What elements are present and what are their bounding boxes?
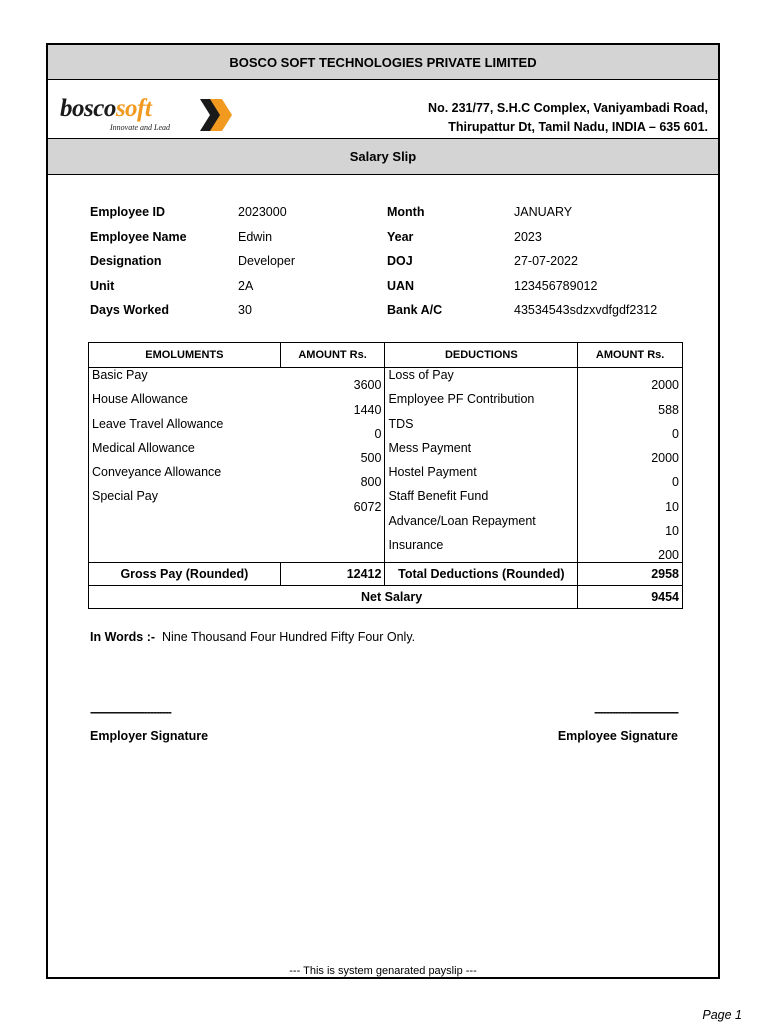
- address-line-2: Thirupattur Dt, Tamil Nadu, INDIA – 635 601.: [448, 120, 708, 134]
- header-emoluments: EMOLUMENTS: [89, 343, 281, 368]
- deduction-amount-cell: 2000: [578, 368, 683, 393]
- gross-pay-value: 12412: [280, 563, 385, 586]
- employee-signature-label: Employee Signature: [557, 729, 678, 743]
- deduction-amount-cell: 0: [578, 417, 683, 441]
- employee-id-row: Employee ID: [90, 205, 166, 219]
- total-deductions-value: 2958: [578, 563, 683, 586]
- emolument-cell: Special Pay: [89, 489, 281, 513]
- salary-rows: [89, 368, 683, 563]
- emolument-cell: Conveyance Allowance: [89, 465, 281, 489]
- emolument-cell: Basic Pay: [89, 368, 281, 393]
- totals-row: [89, 563, 683, 586]
- emolument-amount-cell: [280, 538, 385, 563]
- employer-signature-line: ---------------------------: [90, 705, 171, 719]
- deduction-cell: Staff Benefit Fund: [388, 489, 489, 504]
- emolument-amount-cell: 800: [280, 465, 385, 489]
- header-deductions: DEDUCTIONS: [385, 343, 578, 368]
- emolument-amount-cell: 6072: [280, 489, 385, 513]
- table-row: [89, 538, 683, 563]
- table-row: [89, 368, 683, 393]
- employee-name-value: Edwin: [238, 229, 273, 244]
- deduction-cell: TDS: [388, 416, 414, 431]
- logo-wordmark: boscosoft: [60, 95, 152, 122]
- deduction-amount-cell: 0: [578, 465, 683, 489]
- uan-row: UAN: [387, 278, 415, 293]
- emolument-cell: Leave Travel Allowance: [89, 417, 281, 441]
- table-row: [89, 417, 683, 441]
- amount-in-words: [90, 630, 415, 644]
- emolument-cell: [89, 538, 281, 563]
- deduction-cell: Mess Payment: [388, 440, 472, 455]
- deduction-amount-cell: 10: [578, 514, 683, 538]
- slip-title-band: [48, 138, 718, 175]
- deduction-amount-cell: 200: [578, 538, 683, 563]
- unit-value: 2A: [238, 278, 254, 293]
- table-row: [89, 441, 683, 465]
- year-row: Year: [387, 229, 414, 244]
- address-line-1: No. 231/77, S.H.C Complex, Vaniyambadi Road,: [428, 101, 708, 115]
- emolument-cell: [89, 514, 281, 538]
- table-row: [89, 514, 683, 538]
- deduction-cell: Advance/Loan Repayment: [388, 513, 536, 528]
- table-row: [89, 392, 683, 416]
- system-generated-note: --- This is system genarated payslip ---: [289, 965, 477, 977]
- gross-pay-label: Gross Pay (Rounded): [89, 563, 281, 586]
- table-row: [89, 489, 683, 513]
- days-worked-value: 30: [238, 303, 252, 317]
- designation-row: Designation: [90, 254, 162, 268]
- employee-name-row: Employee Name: [90, 229, 187, 244]
- days-worked-row: Days Worked: [90, 303, 169, 317]
- company-name-band: [48, 45, 718, 80]
- emolument-amount-cell: 3600: [280, 368, 385, 393]
- salary-table: [88, 342, 683, 609]
- deduction-amount-cell: 588: [578, 392, 683, 416]
- header-emolument-amount: AMOUNT Rs.: [280, 343, 385, 368]
- deduction-cell: Hostel Payment: [388, 465, 477, 480]
- uan-value: 123456789012: [514, 278, 598, 293]
- net-salary-label: Net Salary: [89, 586, 578, 609]
- emolument-amount-cell: 1440: [280, 392, 385, 416]
- emolument-amount-cell: [280, 514, 385, 538]
- net-salary-row: [89, 586, 683, 609]
- header-deduction-amount: AMOUNT Rs.: [578, 343, 683, 368]
- doj-row: DOJ: [387, 254, 413, 268]
- company-name: BOSCO SOFT TECHNOLOGIES PRIVATE LIMITED: [229, 54, 537, 70]
- net-salary-value: 9454: [578, 586, 683, 609]
- emolument-amount-cell: 500: [280, 441, 385, 465]
- table-header-row: [89, 343, 683, 368]
- deduction-cell: Loss of Pay: [388, 368, 454, 382]
- deduction-amount-cell: 10: [578, 489, 683, 513]
- table-row: [89, 465, 683, 489]
- deduction-cell: Employee PF Contribution: [388, 392, 535, 407]
- deduction-amount-cell: 2000: [578, 441, 683, 465]
- bank-ac-value: 43534543sdzxvdfgdf2312: [514, 303, 658, 317]
- emolument-cell: House Allowance: [89, 392, 281, 416]
- employee-signature-line: ----------------------------: [594, 705, 678, 719]
- in-words-label: In Words :-: [90, 630, 156, 644]
- slip-title: Salary Slip: [349, 149, 417, 164]
- in-words-value: Nine Thousand Four Hundred Fifty Four Only.: [162, 630, 416, 644]
- employee-id-value: 2023000: [238, 205, 287, 219]
- logo-tagline: Innovate and Lead: [110, 123, 170, 132]
- bank-ac-row: Bank A/C: [387, 303, 443, 317]
- page-number: Page 1: [702, 1008, 742, 1022]
- payslip-sheet: [46, 43, 720, 979]
- designation-value: Developer: [238, 254, 295, 268]
- month-row: Month: [387, 205, 425, 219]
- company-address: [428, 99, 708, 137]
- unit-row: Unit: [90, 278, 115, 293]
- doj-value: 27-07-2022: [514, 254, 578, 268]
- emolument-cell: Medical Allowance: [89, 441, 281, 465]
- employer-signature-label: Employer Signature: [90, 729, 209, 743]
- company-logo: [60, 95, 235, 135]
- year-value: 2023: [514, 229, 542, 244]
- deduction-cell: Insurance: [388, 538, 444, 553]
- month-value: JANUARY: [514, 205, 573, 219]
- emolument-amount-cell: 0: [280, 417, 385, 441]
- logo-chevron-icon: [198, 97, 234, 133]
- total-deductions-label: Total Deductions (Rounded): [385, 563, 578, 586]
